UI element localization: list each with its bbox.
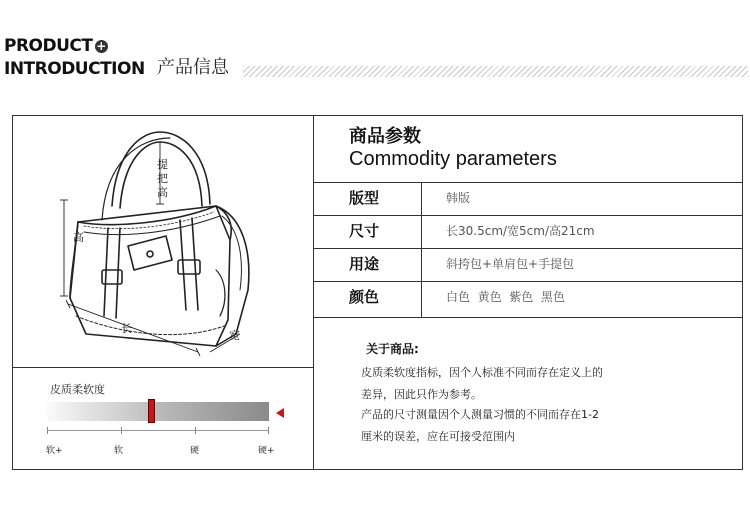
about-line: 差异，因此只作为参考。 [361,388,482,401]
params-title-en: Commodity parameters [349,148,557,170]
softness-axis [47,430,269,431]
about-line: 产品的尺寸测量因个人测量习惯的不同而存在1-2 [361,408,599,421]
column-divider [421,183,422,215]
header-introduction: INTRODUCTION [4,59,145,79]
column-divider [421,216,422,248]
param-row [314,215,743,248]
header-product [4,38,108,55]
header-hatch-divider [243,66,748,77]
param-value: 韩版 [446,191,471,205]
bag-illustration [20,120,310,364]
param-label: 用途 [349,255,380,273]
softness-tick [47,427,48,434]
header-title-cn: 产品信息 [157,57,229,78]
about-line: 厘米的误差，应在可接受范围内 [361,430,515,443]
param-value: 长30.5cm/宽5cm/高21cm [446,224,595,238]
column-divider [421,249,422,281]
param-row [314,281,743,318]
width-label: 宽 [229,329,240,342]
handle-height-label: 提把高 [157,158,168,199]
param-row [314,248,743,281]
height-label: 高 [73,231,84,244]
softness-tick-label: 软 [114,446,124,456]
param-value: 白色 黄色 紫色 黑色 [446,290,565,304]
softness-tick-label: 硬 [190,446,200,456]
param-label: 版型 [349,189,380,207]
softness-tick-label: 硬+ [258,446,275,456]
left-horizontal-divider [12,367,314,368]
softness-tick [268,427,269,434]
params-title-cn: 商品参数 [349,126,421,147]
arrow-left-icon [276,408,284,418]
column-divider [421,282,422,318]
plus-circle-icon: + [96,38,106,53]
about-title: 关于商品: [366,342,419,356]
param-label: 尺寸 [349,222,380,240]
header-line1: PRODUCT [4,36,93,56]
about-line: 皮质柔软度指标，因个人标准不同而存在定义上的 [361,366,603,379]
softness-tick [121,427,122,434]
param-value: 斜挎包+单肩包+手提包 [446,257,575,271]
softness-tick [195,427,196,434]
length-label: 长 [121,322,132,335]
param-row [314,182,743,215]
param-label: 颜色 [349,288,380,306]
softness-tick-label: 软+ [46,446,63,456]
softness-title: 皮质柔软度 [50,383,105,396]
softness-marker [148,399,155,423]
softness-bar [47,402,269,421]
